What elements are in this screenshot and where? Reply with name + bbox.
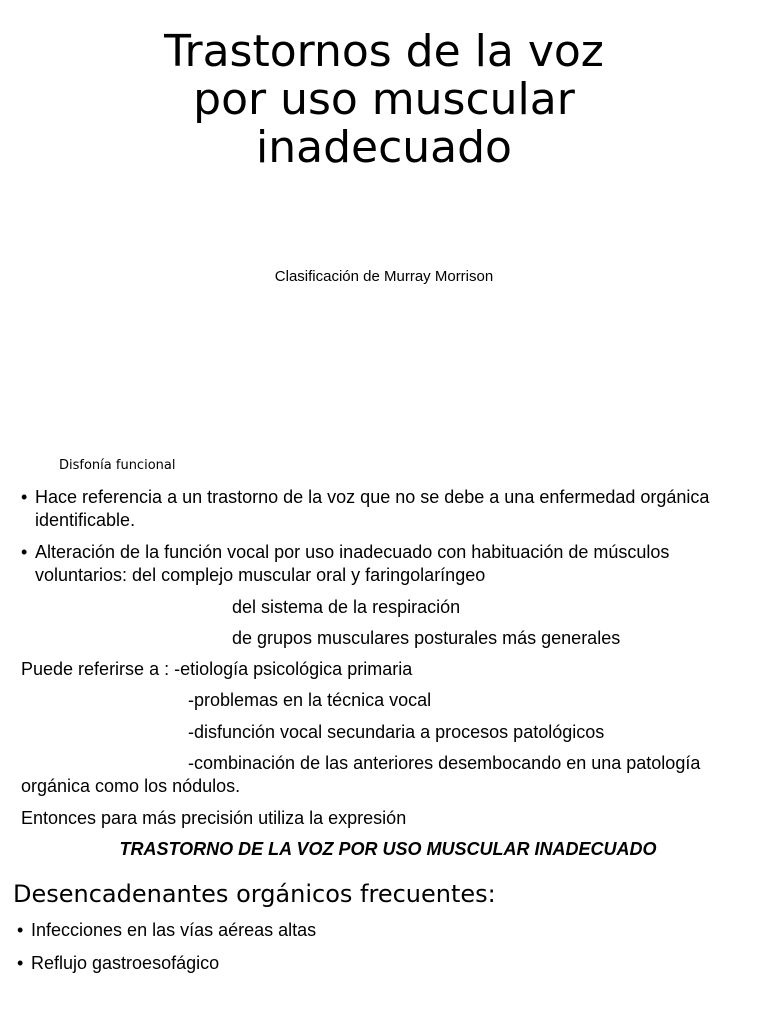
- triggers-heading: Desencadenantes orgánicos frecuentes:: [13, 880, 496, 908]
- bullet-dot: •: [21, 542, 28, 562]
- trigger-text-1: Infecciones en las vías aéreas altas: [31, 920, 317, 940]
- bullet-text-2: Alteración de la función vocal por uso inadecuado con habituación de músculos voluntarios: del complejo muscular oral y faringolaríngeo: [35, 542, 670, 585]
- trigger-item-2: [17, 952, 717, 975]
- puede-lead: Puede referirse a :: [21, 659, 170, 679]
- section-label: Disfonía funcional: [59, 458, 176, 473]
- title-line-2: por uso muscular: [193, 74, 575, 125]
- emphasis-term: TRASTORNO DE LA VOZ POR USO MUSCULAR INADECUADO: [119, 839, 657, 859]
- puede-last-line-1: -combinación de las anteriores desembocando en una patología: [188, 753, 701, 773]
- puede-line: [21, 658, 412, 681]
- trigger-text-2: Reflujo gastroesofágico: [31, 953, 220, 973]
- title-line-3: inadecuado: [256, 122, 512, 173]
- bullet-item-1: [21, 486, 721, 532]
- puede-item-1: -problemas en la técnica vocal: [188, 690, 432, 710]
- sub-item-1: del sistema de la respiración: [232, 597, 461, 617]
- bullet-text-1: Hace referencia a un trastorno de la voz que no se debe a una enfermedad orgánica identificable.: [35, 487, 710, 530]
- title-line-1: Trastornos de la voz: [164, 26, 604, 77]
- puede-item-2: -disfunción vocal secundaria a procesos patológicos: [188, 722, 605, 742]
- sub-item-2: de grupos musculares posturales más generales: [232, 628, 621, 648]
- conclusion-text: Entonces para más precisión utiliza la expresión: [21, 808, 407, 828]
- bullet-item-2: [21, 541, 746, 587]
- page-title: [0, 28, 768, 172]
- subtitle: Clasificación de Murray Morrison: [274, 268, 494, 285]
- puede-last-line-2: orgánica como los nódulos.: [21, 776, 241, 796]
- trigger-item-1: [17, 919, 717, 942]
- bullet-dot: •: [21, 487, 28, 507]
- bullet-dot: •: [17, 920, 24, 940]
- puede-first: -etiología psicológica primaria: [174, 659, 413, 679]
- bullet-dot: •: [17, 953, 24, 973]
